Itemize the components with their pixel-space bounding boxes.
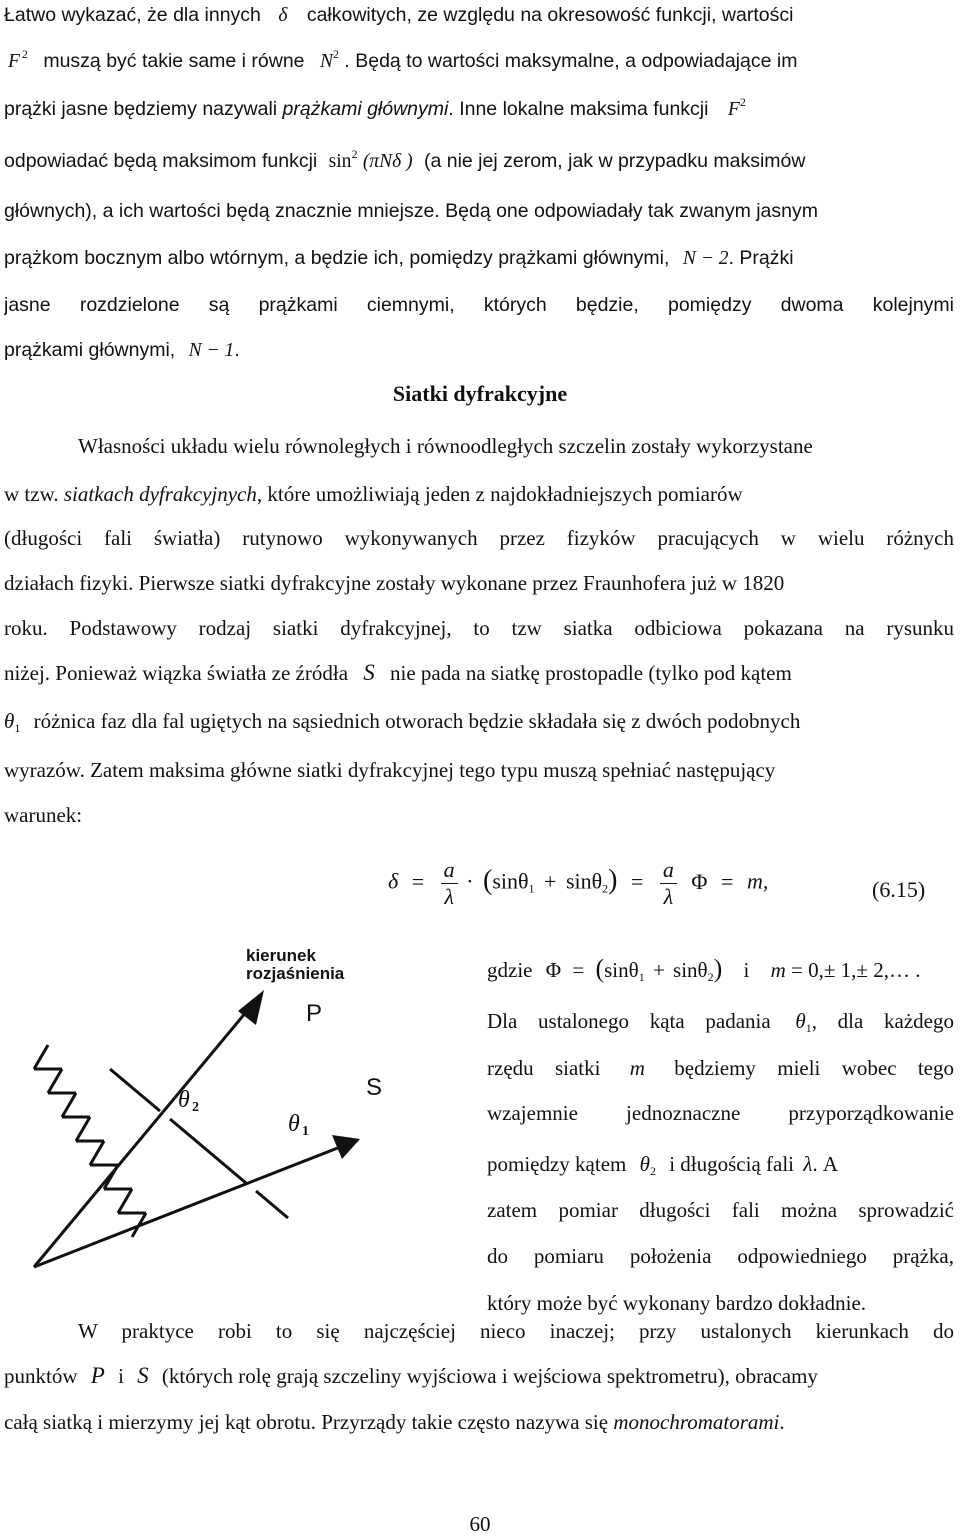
label-theta1: θ [288, 1111, 300, 1137]
grating-tooth [118, 1189, 132, 1213]
normal-line [256, 1191, 288, 1218]
section-heading: Siatki dyfrakcyjne [392, 381, 568, 406]
math-exp: 2 [351, 148, 358, 161]
p1-line-5 [4, 198, 954, 224]
p1-line-7 [4, 292, 954, 318]
italic-term: monochromatorami [613, 1410, 780, 1434]
text: wyrazów. Zatem maksima główne siatki dyfrakcyjnej tego typu muszą spełniać następujący [4, 758, 776, 782]
p2-line-4 [4, 570, 954, 596]
p2-line-2 [4, 481, 954, 507]
frac-num: a [441, 857, 458, 884]
p1-line-1 [4, 2, 954, 29]
text: wzajemnie jednoznaczne przyporządkowanie [487, 1101, 954, 1125]
phi: Φ [691, 868, 708, 894]
text: niżej. Ponieważ wiązka światła ze źródła [4, 661, 349, 685]
p2-line-1 [78, 433, 954, 459]
text: . [779, 1410, 785, 1434]
text: (długości fali światła) rutynowo wykonywanych przez fizyków pracujących w wielu różnych [4, 526, 954, 550]
plus: + [652, 958, 665, 982]
p3-line-2 [4, 1363, 954, 1389]
text: w tzw. [4, 482, 59, 506]
math-sub: 2 [649, 1164, 656, 1177]
text: . A [812, 1152, 839, 1176]
math-m: m [629, 1056, 645, 1080]
math-S: S [363, 660, 375, 685]
text: działach fizyki. Pierwsze siatki dyfrakcyjne zostały wykonane przez Fraunhofera już w 1820 [4, 571, 785, 595]
label-rozjasnienia: rozjaśnienia [246, 964, 345, 983]
math-delta: δ [278, 5, 288, 26]
math-exp: 2 [21, 48, 28, 61]
text: , dla każdego [811, 1009, 954, 1033]
text: . Będą to wartości maksymalne, a odpowiadające im [344, 50, 798, 72]
math-n-minus-1: N − 1 [188, 340, 235, 361]
incident-ray-line [34, 1140, 358, 1267]
math-m: m, [746, 868, 769, 894]
math-n-minus-2: N − 2 [682, 248, 729, 269]
text: pomiędzy kątem [487, 1152, 627, 1176]
text: który może być wykonany bardzo dokładnie. [487, 1291, 867, 1315]
math-sin: sin [328, 151, 352, 172]
math-exp: 2 [739, 96, 746, 109]
gdzie-line: gdzie Φ = (sinθ$_1$ + sinθ$_2$) i m = 0,± 1,± 2,… . [487, 954, 921, 984]
text: do pomiaru położenia odpowiedniego prążka, [487, 1244, 954, 1268]
math-sub: 1 [528, 881, 535, 896]
p2-line-6 [4, 660, 954, 686]
math-m: m [770, 958, 786, 982]
text: i [118, 1364, 124, 1388]
eq-sign: = [572, 958, 585, 982]
text: prążkom bocznym albo wtórnym, a będzie ich, pomiędzy prążkami głównymi, [4, 247, 670, 269]
math-theta: θ [795, 1009, 806, 1033]
text: punktów [4, 1364, 78, 1388]
math-exp: 2 [332, 48, 339, 61]
sin-theta: sinθ [492, 868, 529, 894]
text: (których rolę grają szczeliny wyjściowa i wejściowa spektrometru), obracamy [161, 1364, 818, 1388]
math-sub: 2 [602, 881, 609, 896]
p2-line-7 [4, 708, 954, 734]
math-argument: (πNδ ) [362, 151, 413, 172]
text: rzędu siatki [487, 1056, 601, 1080]
math-N: N [319, 51, 333, 72]
grating-tooth [48, 1069, 62, 1093]
label-S: S [366, 1074, 383, 1101]
label-P: P [306, 1000, 323, 1027]
eq-sign: = [411, 868, 425, 894]
text: jasne rozdzielone są prążkami ciemnymi, których będzie, pomiędzy dwoma kolejnymi [4, 294, 954, 316]
normal-line [170, 1119, 246, 1183]
text: roku. Podstawowy rodzaj siatki dyfrakcyjnej, to tzw siatka odbiciowa pokazana na rysunku [4, 616, 954, 640]
text: i długością fali [669, 1152, 795, 1176]
text: całą siatką i mierzymy jej kąt obrotu. Przyrządy takie często nazywa się [4, 1410, 609, 1434]
p2-line-3 [4, 525, 954, 551]
label-theta2: θ [178, 1087, 190, 1113]
phi: Φ [545, 958, 562, 982]
math-theta: θ [4, 709, 15, 733]
frac-den: λ [663, 884, 674, 909]
label-theta1-sub: 1 [302, 1124, 309, 1139]
col-line-7 [487, 1290, 954, 1316]
frac-num: a [660, 857, 677, 884]
grating-tooth [34, 1045, 48, 1069]
fraction-a-lambda [660, 857, 677, 910]
text: różnica faz dla fal ugiętych na sąsiednich otworach będzie składała się z dwóch podobnych [33, 709, 801, 733]
p2-line-5 [4, 615, 954, 641]
text: prążkami głównymi, [4, 339, 176, 361]
math-P: P [90, 1363, 105, 1388]
math-delta: δ [388, 868, 399, 894]
grating-tooth [62, 1093, 76, 1117]
dot: · [466, 868, 474, 894]
math-sub: 2 [707, 970, 714, 984]
text: i [743, 958, 750, 982]
p1-line-8 [4, 337, 954, 364]
math-sub: 1 [14, 721, 21, 734]
text: Łatwo wykazać, że dla innych [4, 4, 261, 26]
grating-tooth [76, 1117, 90, 1141]
sin-theta: sinθ [604, 958, 639, 982]
diffraction-grating-figure [20, 935, 440, 1270]
page-number: 60 [469, 1512, 491, 1536]
sin-theta: sinθ [565, 868, 603, 894]
eq-sign: = [721, 868, 734, 894]
frac-den: λ [444, 884, 454, 909]
text: , które umożliwiają jeden z najdokładniejszych pomiarów [256, 482, 743, 506]
eq-sign: = [631, 868, 644, 894]
text: . Inne lokalne maksima funkcji [448, 98, 709, 120]
p1-line-2 [4, 48, 954, 75]
text: Dla ustalonego kąta padania [487, 1009, 771, 1033]
text: prążki jasne będziemy nazywali [4, 98, 278, 120]
plus: + [544, 868, 557, 894]
text: odpowiadać będą maksimom funkcji [4, 150, 318, 172]
p3-line-1 [78, 1318, 954, 1344]
text: gdzie [487, 958, 533, 982]
equation-number: (6.15) [872, 877, 926, 902]
text: nie pada na siatkę prostopadle (tylko pod kątem [390, 661, 792, 685]
text: głównych), a ich wartości będą znacznie mniejsze. Będą one odpowiadały tak zwanym jasnym [4, 200, 818, 222]
grating-tooth [104, 1165, 118, 1189]
grating-tooth [90, 1141, 104, 1165]
p1-line-3 [4, 96, 954, 123]
math-F: F [727, 99, 740, 120]
label-kierunek: kierunek [246, 946, 316, 965]
p3-line-3 [4, 1409, 954, 1435]
text: . Prążki [728, 247, 794, 269]
fraction-a-lambda [441, 857, 458, 910]
text: (a nie jej zerom, jak w przypadku maksimów [423, 150, 806, 172]
italic-term: prążkami głównymi [282, 98, 449, 120]
math-theta: θ [639, 1152, 650, 1176]
math-F: F [8, 51, 20, 72]
col-line-4 [487, 1151, 954, 1177]
text: . [234, 339, 240, 361]
text: Własności układu wielu równoległych i równoodległych szczelin zostały wykorzystane [78, 434, 813, 458]
p1-line-6 [4, 245, 954, 272]
math-sub: 1 [638, 970, 645, 984]
diffracted-ray-line [34, 1005, 252, 1267]
text: będziemy mieli wobec tego [674, 1056, 954, 1080]
normal-line [110, 1069, 160, 1111]
m-values: = 0,± 1,± 2,… . [791, 958, 921, 982]
col-line-5 [487, 1197, 954, 1223]
p1-line-4 [4, 148, 954, 175]
sin-theta: sinθ [673, 958, 708, 982]
math-sub: 1 [805, 1021, 812, 1034]
diffracted-arrowhead [238, 990, 264, 1025]
text: warunek: [4, 803, 83, 827]
text: całkowitych, ze względu na okresowość funkcji, wartości [306, 4, 794, 26]
italic-term: siatkach dyfrakcyjnych [63, 482, 257, 506]
col-line-2 [487, 1055, 954, 1081]
math-S: S [137, 1363, 149, 1388]
label-theta2-sub: 2 [192, 1100, 199, 1115]
text: zatem pomiar długości fali można sprowadzić [487, 1198, 954, 1222]
col-line-6 [487, 1243, 954, 1269]
col-line-3 [487, 1100, 954, 1126]
col-line-1 [487, 1008, 954, 1034]
p2-line-9 [4, 802, 954, 828]
text: W praktyce robi to się najczęściej nieco inaczej; przy ustalonych kierunkach do [78, 1319, 954, 1343]
equation-6-15: δ = $\frac{a}{\lambda}$ · (sinθ$_1$ + sinθ$_2$) = $\frac{a}{\lambda}$ Φ = m, [388, 857, 769, 909]
math-lambda: λ [803, 1152, 813, 1176]
text: muszą być takie same i równe [43, 50, 305, 72]
p2-line-8 [4, 757, 954, 783]
